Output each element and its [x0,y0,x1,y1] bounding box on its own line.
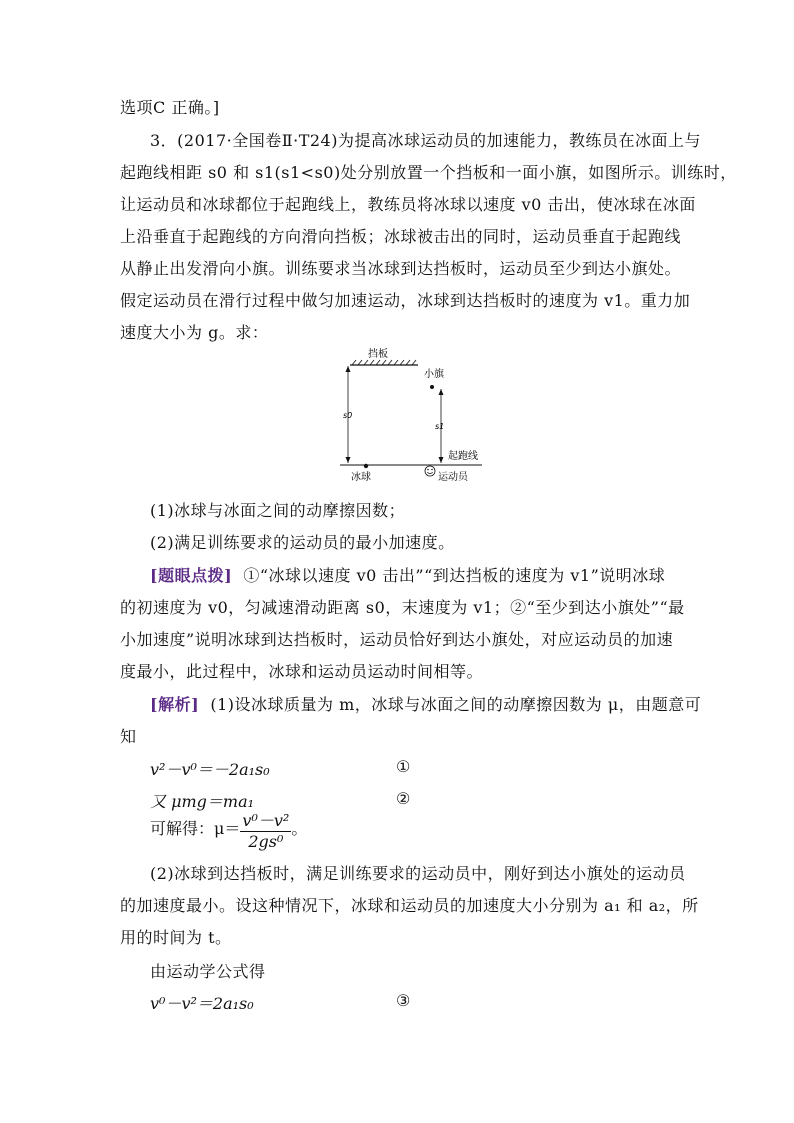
s0-arrow-up [346,366,351,372]
equation-2: 又 μmg＝ma₁ [150,792,255,811]
equation-3-prefix: 可解得：μ＝ [150,819,241,838]
equation-3-fraction [240,808,291,851]
equation-number-2: ② [396,789,411,808]
tip-tag: [题眼点拨] [150,566,233,585]
baffle-label: 挡板 [368,349,388,360]
problem-line: 上沿垂直于起跑线的方向滑向挡板；冰球被击出的同时，运动员垂直于起跑线 [120,227,682,246]
baffle-hatching [352,360,416,365]
text-line: 选项C 正确。] [120,98,220,117]
flag-label: 小旗 [424,369,444,380]
s1-arrow-up [439,389,444,395]
problem-line: 速度大小为 g。求： [120,323,269,342]
problem-line: 从静止出发滑向小旗。训练要求当冰球到达挡板时，运动员至少到达小旗处。 [120,259,682,278]
fraction-denominator: 2gs⁰ [248,832,284,851]
tip-text: ①“冰球以速度 v0 击出”“到达挡板的速度为 v1”说明冰球 [243,566,666,585]
puck-marker [364,464,368,468]
question-1: (1)冰球与冰面之间的动摩擦因数； [150,501,406,520]
flag-marker [430,385,434,389]
question-2: (2)满足训练要求的运动员的最小加速度。 [150,533,455,552]
tip-line: 度最小，此过程中，冰球和运动员运动时间相等。 [120,662,484,681]
equation-number-1: ① [396,757,411,776]
problem-line: 让运动员和冰球都位于起跑线上，教练员将冰球以速度 v0 击出，使冰球在冰面 [120,195,696,214]
equation-3 [150,808,307,851]
part2-line: (2)冰球到达挡板时，满足训练要求的运动员中，刚好到达小旗处的运动员 [150,864,686,883]
solution-tag: [解析] [150,695,200,714]
problem-line: 假定运动员在滑行过程中做匀加速运动，冰球到达挡板时的速度为 v1。重力加 [120,291,691,310]
kinematics-line: 由运动学公式得 [150,962,266,981]
tip-line: 的初速度为 v0，匀减速滑动距离 s0，末速度为 v1；②“至少到达小旗处”“最 [120,598,685,617]
athlete-label: 运动员 [438,472,468,483]
solution-text: (1)设冰球质量为 m，冰球与冰面之间的动摩擦因数为 μ，由题意可 [210,695,702,714]
s0-label: s0 [343,411,353,420]
equation-3-suffix: 。 [291,819,308,838]
equation-1: v²－v⁰＝－2a₁s₀ [150,760,270,779]
tip-line [150,563,665,586]
part2-line: 用的时间为 t。 [120,928,232,947]
solution-line: 知 [120,727,137,746]
problem-line: 3．(2017·全国卷Ⅱ·T24)为提高冰球运动员的加速能力，教练员在冰面上与 [150,131,701,150]
tip-line: 小加速度”说明冰球到达挡板时，运动员恰好到达小旗处，对应运动员的加速 [120,630,674,649]
puck-label: 冰球 [351,472,371,483]
equation-4: v⁰－v²＝2a₁s₀ [150,994,254,1013]
part2-line: 的加速度最小。设这种情况下，冰球和运动员的加速度大小分别为 a₁ 和 a₂，所 [120,896,699,915]
problem-line: 起跑线相距 s0 和 s1(s1<s0)处分别放置一个挡板和一面小旗，如图所示。训练时， [120,163,737,182]
fraction-numerator: v⁰－v² [240,808,291,832]
equation-number-3: ③ [396,991,411,1010]
start-line-label: 起跑线 [448,451,478,462]
s1-arrow-down [439,457,444,463]
solution-line [150,692,701,715]
s1-label: s1 [435,422,445,431]
s0-arrow-down [346,457,351,463]
smiley-face-icon [425,466,435,476]
rink-diagram [330,345,500,485]
